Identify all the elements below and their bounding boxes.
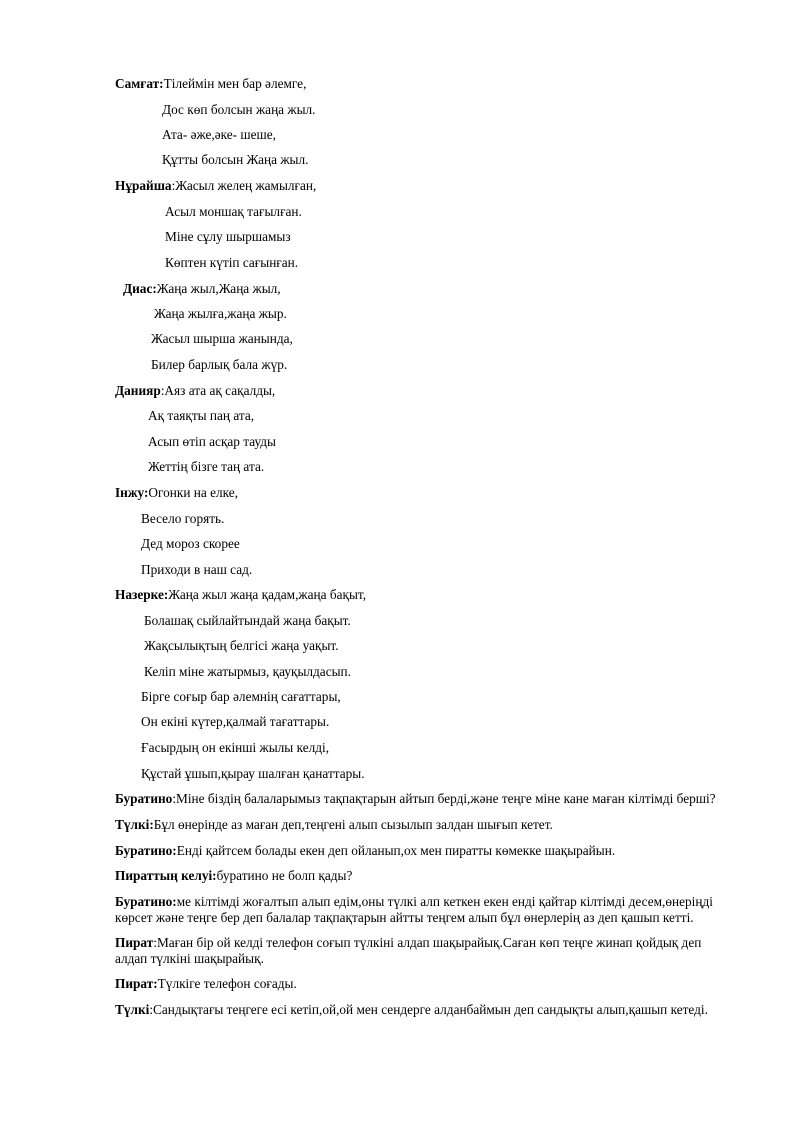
verse-text: Жаңа жыл,Жаңа жыл, — [156, 281, 281, 296]
dialogue-text: Түлкіге телефон соғады. — [157, 976, 297, 991]
speaker-name: Інжу: — [115, 485, 149, 500]
verse-text: Огонки на елке, — [148, 485, 239, 500]
verse-line: Дед мороз скорее — [141, 536, 240, 551]
verse-first-line — [115, 485, 238, 501]
verse-line: Ата- әже,әке- шеше, — [162, 127, 276, 142]
verse-line: Асыл моншақ тағылған. — [165, 204, 302, 219]
dialogue-paragraph — [115, 843, 725, 859]
verse-text: Тілеймін мен бар әлемге, — [163, 76, 307, 91]
verse-line: Құтты болсын Жаңа жыл. — [162, 152, 309, 167]
speaker-name: Диас: — [123, 281, 157, 296]
dialogue-text: :Сандықтағы теңгеге есі кетіп,ой,ой мен сендерге алданбаймын деп сандықты алып,қашып кетеді. — [149, 1002, 708, 1017]
speaker-name: Пират: — [115, 976, 158, 991]
speaker-name: Нұрайша — [115, 178, 172, 193]
verse-first-line — [115, 178, 316, 194]
verse-line: Жеттің бізге таң ата. — [148, 459, 265, 474]
dialogue-paragraph — [115, 1002, 725, 1018]
verse-line: Жасыл шырша жанында, — [151, 331, 293, 346]
verse-text: Жаңа жыл жаңа қадам,жаңа бақыт, — [168, 587, 367, 602]
verse-text: :Жасыл желең жамылған, — [171, 178, 317, 193]
verse-first-line — [123, 281, 281, 297]
verse-line: Приходи в наш сад. — [141, 562, 253, 577]
dialogue-text: Енді қайтсем болады екен деп ойланып,ох мен пиратты көмекке шақырайын. — [176, 843, 616, 858]
verse-text: :Аяз ата ақ сақалды, — [160, 383, 276, 398]
verse-line: Көптен күтіп сағынған. — [165, 255, 299, 270]
dialogue-paragraph — [115, 791, 725, 807]
verse-first-line — [115, 383, 275, 399]
dialogue-text: :Маған бір ой келді телефон соғып түлкіні алдап шақырайық.Саған көп теңге жинап қойдық деп алдап түлкіні шақырайық. — [115, 935, 702, 966]
verse-line: Бірге соғыр бар әлемнің сағаттары, — [141, 689, 341, 704]
dialogue-paragraph — [115, 976, 725, 992]
verse-line: Билер барлық бала жүр. — [151, 357, 288, 372]
verse-first-line — [115, 76, 306, 92]
speaker-name: Назерке: — [115, 587, 169, 602]
dialogue-paragraph — [115, 935, 725, 967]
verse-line: Келіп міне жатырмыз, қауқылдасып. — [144, 664, 351, 679]
dialogue-text: Бұл өнерінде аз маған деп,теңгені алып сызылып залдан шығып кетет. — [153, 817, 553, 832]
verse-line: Ғасырдың он екінші жылы келді, — [141, 740, 330, 755]
dialogue-text: буратино не болп қады? — [216, 868, 353, 883]
speaker-name: Самғат: — [115, 76, 164, 91]
verse-line: Құстай ұшып,қырау шалған қанаттары. — [141, 766, 365, 781]
speaker-name: Буратино — [115, 791, 173, 806]
speaker-name: Буратино: — [115, 843, 177, 858]
speaker-name: Пират — [115, 935, 154, 950]
speaker-name: Түлкі: — [115, 817, 154, 832]
verse-line: Он екіні күтер,қалмай тағаттары. — [141, 714, 330, 729]
verse-line: Жақсылықтың белгісі жаңа уақыт. — [144, 638, 339, 653]
verse-line: Болашақ сыйлайтындай жаңа бақыт. — [144, 613, 351, 628]
verse-first-line — [115, 587, 366, 603]
verse-line: Жаңа жылға,жаңа жыр. — [154, 306, 287, 321]
verse-line: Міне сұлу шыршамыз — [165, 229, 291, 244]
dialogue-paragraph — [115, 868, 725, 884]
dialogue-text: :Міне біздің балаларымыз тақпақтарын айтып берді,және теңге міне кане маған кілтімді берші? — [172, 791, 716, 806]
speaker-name: Буратино: — [115, 894, 177, 909]
verse-line: Ақ таяқты паң ата, — [148, 408, 255, 423]
verse-line: Весело горять. — [141, 511, 225, 526]
dialogue-text: ме кілтімді жоғалтып алып едім,оны түлкі алп кеткен екен енді қайтар кілтімді десем,өнеріңді көрсет және теңге бер деп балалар тақпақтарын айтты теңгем алып бұл өнерлерің аз деп қашып кетті. — [115, 894, 713, 925]
dialogue-paragraph — [115, 817, 725, 833]
verse-line: Дос көп болсын жаңа жыл. — [162, 102, 316, 117]
dialogue-paragraph — [115, 894, 725, 926]
speaker-name: Пираттың келуі: — [115, 868, 217, 883]
speaker-name: Данияр — [115, 383, 161, 398]
verse-line: Асып өтіп асқар тауды — [148, 434, 276, 449]
speaker-name: Түлкі — [115, 1002, 150, 1017]
